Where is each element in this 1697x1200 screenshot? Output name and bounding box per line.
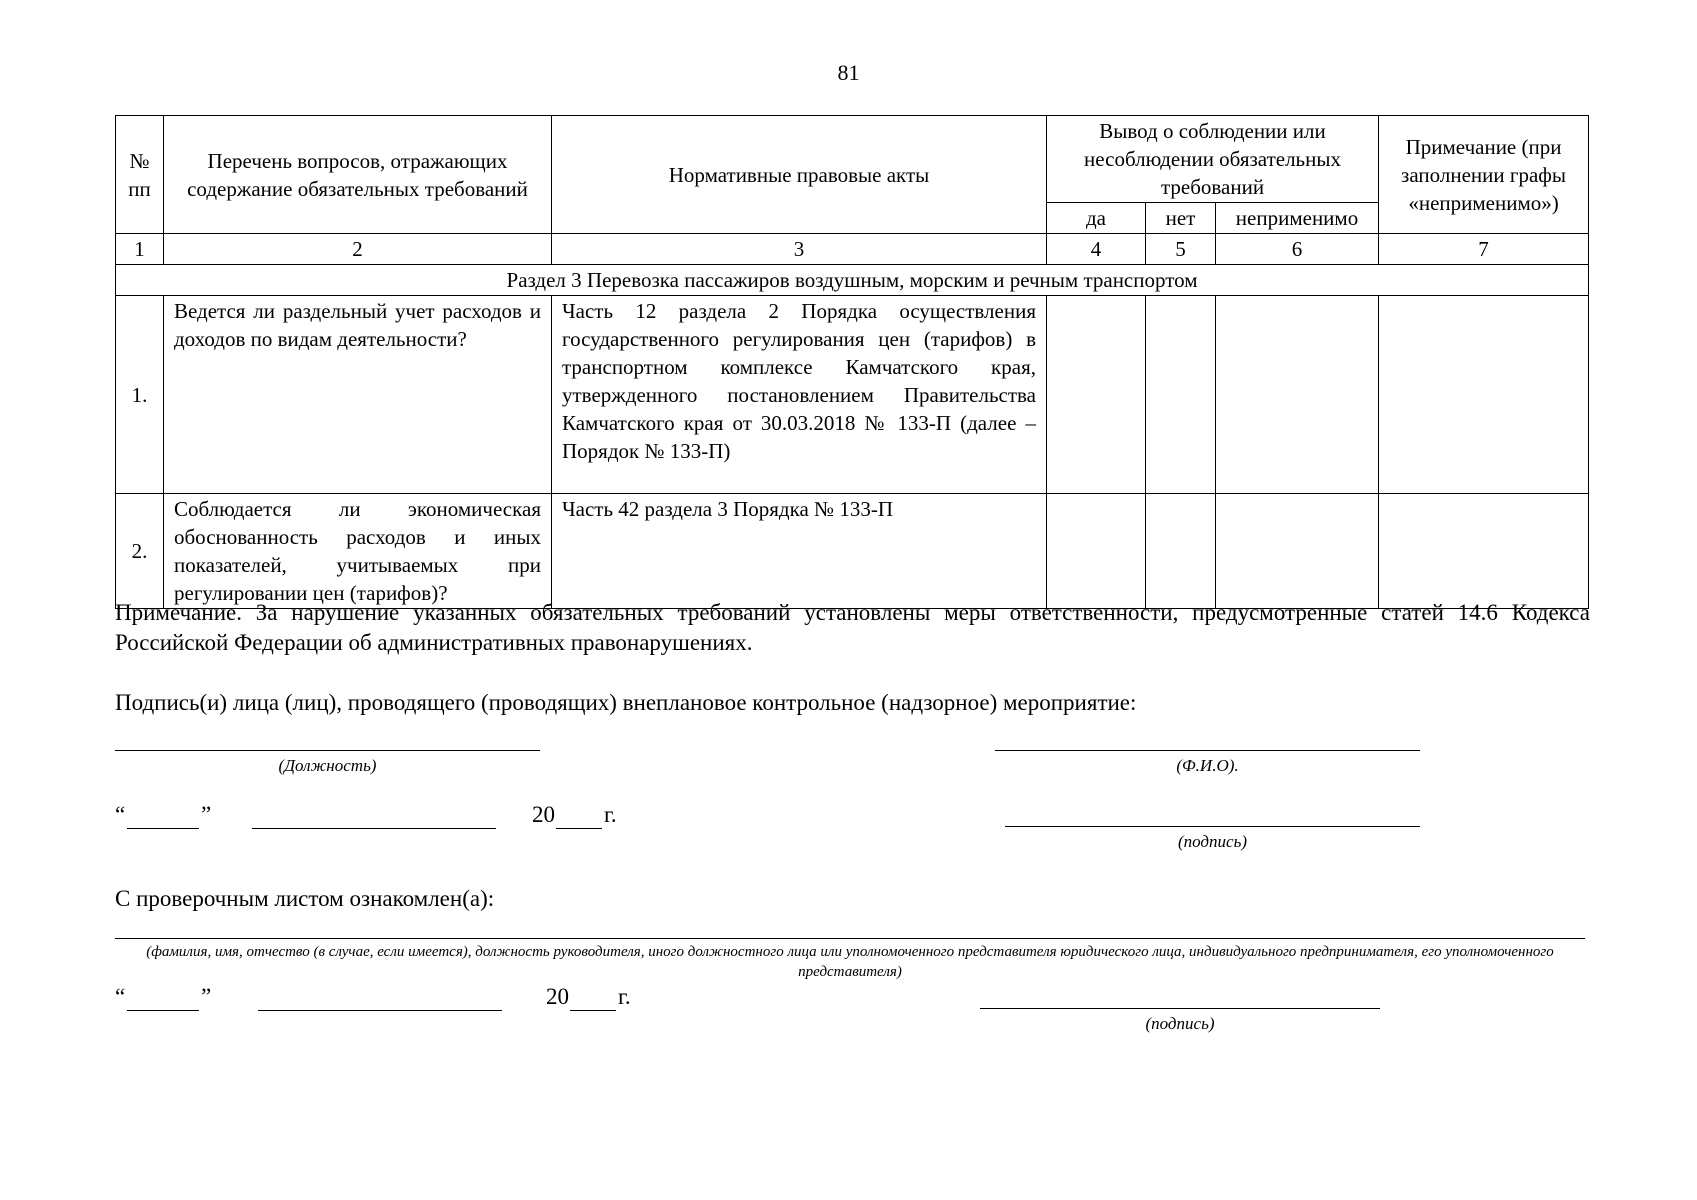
date-quote-close: ”	[201, 802, 212, 827]
column-number: 3	[552, 234, 1047, 265]
row-num: 2.	[116, 494, 164, 609]
month-line[interactable]	[252, 828, 496, 829]
acquaintance-intro: С проверочным листом ознакомлен(а):	[115, 886, 495, 911]
row-no-cell[interactable]	[1146, 296, 1216, 494]
row-no-cell[interactable]	[1146, 494, 1216, 609]
header-conclusion: Вывод о соблюдении или несоблюдении обязательных требований	[1047, 116, 1379, 203]
note-text: Примечание. За нарушение указанных обязательных требований установлены меры ответственности, предусмотренные статей 14.6 Кодекса Российской Федерации об административных правонарушениях.	[115, 600, 1590, 655]
year-prefix: 20	[546, 984, 569, 1009]
day-line[interactable]	[127, 1010, 199, 1011]
signature-line[interactable]	[1005, 826, 1420, 827]
section-row	[116, 265, 1589, 296]
header-yes: да	[1047, 203, 1146, 234]
date-quote-close: ”	[201, 984, 212, 1009]
fio-caption: (Ф.И.О).	[1176, 756, 1239, 775]
signature-line[interactable]	[980, 1008, 1380, 1009]
column-number: 4	[1047, 234, 1146, 265]
position-line[interactable]	[115, 750, 540, 751]
row-num: 1.	[116, 296, 164, 494]
row-remark-cell[interactable]	[1379, 494, 1589, 609]
row-remark-cell[interactable]	[1379, 296, 1589, 494]
row-na-cell[interactable]	[1216, 296, 1379, 494]
year-prefix: 20	[532, 802, 555, 827]
header-remark: Примечание (при заполнении графы «неприменимо»)	[1379, 116, 1589, 234]
table-row	[116, 296, 1589, 494]
day-line[interactable]	[127, 828, 199, 829]
column-number: 1	[116, 234, 164, 265]
acquaintance-caption: (фамилия, имя, отчество (в случае, если имеется), должность руководителя, иного должностного лица или уполномоченного представителя юридического лица, индивидуального предпринимателя, его уполномоченного представителя)	[146, 944, 1554, 980]
row-yes-cell[interactable]	[1047, 494, 1146, 609]
table-row	[116, 494, 1589, 609]
column-number: 2	[164, 234, 552, 265]
header-no: нет	[1146, 203, 1216, 234]
row-question: Ведется ли раздельный учет расходов и доходов по видам деятельности?	[164, 296, 552, 494]
row-act: Часть 42 раздела 3 Порядка № 133-П	[552, 494, 1047, 609]
section-title: Раздел 3 Перевозка пассажиров воздушным, морским и речным транспортом	[116, 265, 1589, 296]
header-row	[116, 116, 1589, 203]
row-yes-cell[interactable]	[1047, 296, 1146, 494]
page-number: 81	[837, 60, 860, 85]
row-na-cell[interactable]	[1216, 494, 1379, 609]
header-acts: Нормативные правовые акты	[552, 116, 1047, 234]
fio-line[interactable]	[995, 750, 1420, 751]
signature-caption: (подпись)	[1178, 832, 1247, 851]
year-suffix: г.	[618, 984, 631, 1009]
row-act: Часть 12 раздела 2 Порядка осуществления государственного регулирования цен (тарифов) в транспортном комплексе Камчатского края, утвержденного постановлением Правительства Камчатского края от 30.03.2018 № 133-П (далее – Порядок № 133-П)	[552, 296, 1047, 494]
date-quote-open: “	[115, 802, 126, 827]
column-number: 5	[1146, 234, 1216, 265]
year-suffix: г.	[604, 802, 617, 827]
checklist-table	[115, 115, 1589, 609]
signature-caption: (подпись)	[1145, 1014, 1215, 1033]
row-question: Соблюдается ли экономическая обоснованность расходов и иных показателей, учитываемых при регулировании цен (тарифов)?	[164, 494, 552, 609]
column-number: 6	[1216, 234, 1379, 265]
year-line[interactable]	[570, 1010, 616, 1011]
date-quote-open: “	[115, 984, 126, 1009]
month-line[interactable]	[258, 1010, 502, 1011]
header-na: неприменимо	[1216, 203, 1379, 234]
signature-intro: Подпись(и) лица (лиц), проводящего (проводящих) внеплановое контрольное (надзорное) мероприятие:	[115, 690, 1137, 715]
position-caption: (Должность)	[278, 756, 377, 775]
header-questions: Перечень вопросов, отражающих содержание обязательных требований	[164, 116, 552, 234]
header-num: № пп	[116, 116, 164, 234]
year-line[interactable]	[556, 828, 602, 829]
acquaintance-line[interactable]	[115, 938, 1585, 939]
column-number: 7	[1379, 234, 1589, 265]
column-number-row	[116, 234, 1589, 265]
